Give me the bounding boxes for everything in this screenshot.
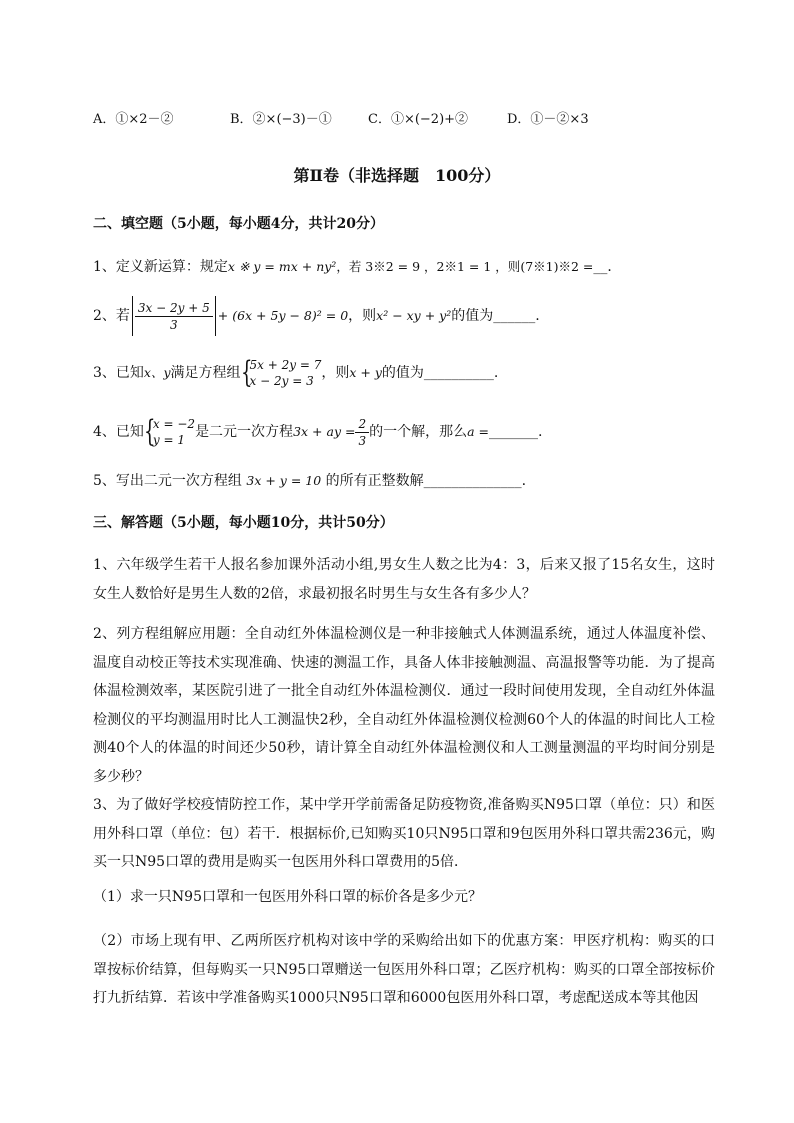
q4-middle: 是二元一次方程 xyxy=(195,424,294,440)
option-c: C．①×(−2)+② xyxy=(368,112,469,127)
fill-question-3 xyxy=(93,353,498,393)
q3-target: x + y xyxy=(349,365,382,380)
fill-in-heading: 二、填空题（5小题，每小题4分，共计20分） xyxy=(93,216,384,232)
solve-problem-2: 2、列方程组解应用题：全自动红外体温检测仪是一种非接触式人体测温系统，通过人体温度补偿、温度自动校正等技术实现准确、快速的测温工作，具备人体非接触测温、高温报警等功能．为了提高体温检测效率，某医院引进了一批全自动红外体温检测仪．通过一段时间使用发现，全自动红外体温检测仪的平均测温用时比人工测温快2秒，全自动红外体温检测仪检测60个人的体温的时间比人工检测40个人的体温的时间还少50秒，请计算全自动红外体温检测仪和人工测量测温的平均时间分别是多少秒？ xyxy=(93,626,715,785)
solve-problem-1: 1、六年级学生若干人报名参加课外活动小组,男女生人数之比为4：3，后来又报了15名女生，这时女生人数恰好是男生人数的2倍，求最初报名时男生与女生各有多少人？ xyxy=(93,557,715,602)
fill-question-1 xyxy=(93,257,621,277)
q1-middle: ，若 3※2 = 9 ，2※1 = 1 ，则 xyxy=(336,259,521,274)
fill-question-4 xyxy=(93,412,542,452)
q2-suffix: 的值为______. xyxy=(451,308,540,324)
q1-rule: x ※ y = mx + ny² xyxy=(227,259,337,274)
q3-equation-2: x − 2y = 3 xyxy=(249,374,314,388)
q3-equation-1: 5x + 2y = 7 xyxy=(249,358,322,372)
q5-equation: 3x + y = 10 xyxy=(246,473,322,488)
option-d: D．①－②×3 xyxy=(507,112,589,127)
q4-middle-2: 的一个解，那么 xyxy=(369,424,468,440)
left-brace-icon: { xyxy=(240,355,253,390)
q4-suffix: _______. xyxy=(489,424,543,440)
q4-equation-2: y = 1 xyxy=(152,433,186,447)
q1-prefix: 1、定义新运算：规定 xyxy=(93,259,228,275)
q4-lhs: 3x + ay = xyxy=(293,424,356,439)
q3-prefix: 3、已知 xyxy=(93,365,144,381)
solve-problem-3: 3、为了做好学校疫情防控工作，某中学开学前需备足防疫物资,准备购买N95口罩（单位：只）和医用外科口罩（单位：包）若干．根据标价,已知购买10只N95口罩和9包医用外科口罩共需236元，购买一只N95口罩的费用是购买一包医用外科口罩费用的5倍． xyxy=(93,797,715,870)
q2-expression: + (6x + 5y − 8)² = 0 xyxy=(217,308,349,323)
problem-3-part-1: （1）求一只N95口罩和一包医用外科口罩的标价各是多少元？ xyxy=(93,889,482,905)
q3-middle: 满足方程组 xyxy=(170,365,241,381)
q5-suffix: 的所有正整数解______________. xyxy=(325,473,527,489)
q4-target: a = xyxy=(467,424,489,439)
q2-absolute-value xyxy=(132,296,216,336)
option-a: A．①×2－② xyxy=(93,112,174,127)
answer-options-row xyxy=(93,108,613,128)
q3-variables: x、y xyxy=(143,365,171,380)
q4-numerator: 2 xyxy=(355,416,369,433)
q2-prefix: 2、若 xyxy=(93,308,130,324)
q4-equation-system xyxy=(144,416,195,448)
option-b: B．②×(−3)－① xyxy=(230,112,332,127)
q4-denominator: 3 xyxy=(358,433,367,448)
q1-blank: __． xyxy=(593,259,622,275)
fill-question-2 xyxy=(93,296,540,336)
q5-prefix: 5、写出二元一次方程组 xyxy=(93,473,242,489)
q1-expression: (7※1)※2 = xyxy=(520,259,594,274)
q4-prefix: 4、已知 xyxy=(93,424,144,440)
fill-question-5 xyxy=(93,471,526,491)
q4-fraction xyxy=(355,416,369,449)
q2-target: x² − xy + y² xyxy=(376,308,452,323)
q2-denominator: 3 xyxy=(170,317,178,332)
left-brace-icon: { xyxy=(143,414,156,449)
q3-equation-system xyxy=(241,357,322,389)
q4-equation-1: x = −2 xyxy=(152,417,196,431)
q2-fraction xyxy=(135,300,213,333)
section-title: 第Ⅱ卷（非选择题 100分） xyxy=(293,166,501,185)
q3-suffix: 的值为__________. xyxy=(381,365,499,381)
solve-heading: 三、解答题（5小题，每小题10分，共计50分） xyxy=(93,515,394,531)
q2-middle: ，则 xyxy=(348,308,377,324)
problem-3-part-2: （2）市场上现有甲、乙两所医疗机构对该中学的采购给出如下的优惠方案：甲医疗机构：购买的口罩按标价结算，但每购买一只N95口罩赠送一包医用外科口罩；乙医疗机构：购买的口罩全部按标价打九折结算．若该中学准备购买1000只N95口罩和6000包医用外科口罩，考虑配送成本等其他因 xyxy=(93,933,715,1006)
q3-middle-2: ，则 xyxy=(321,365,350,381)
q2-numerator: 3x − 2y + 5 xyxy=(135,300,213,317)
